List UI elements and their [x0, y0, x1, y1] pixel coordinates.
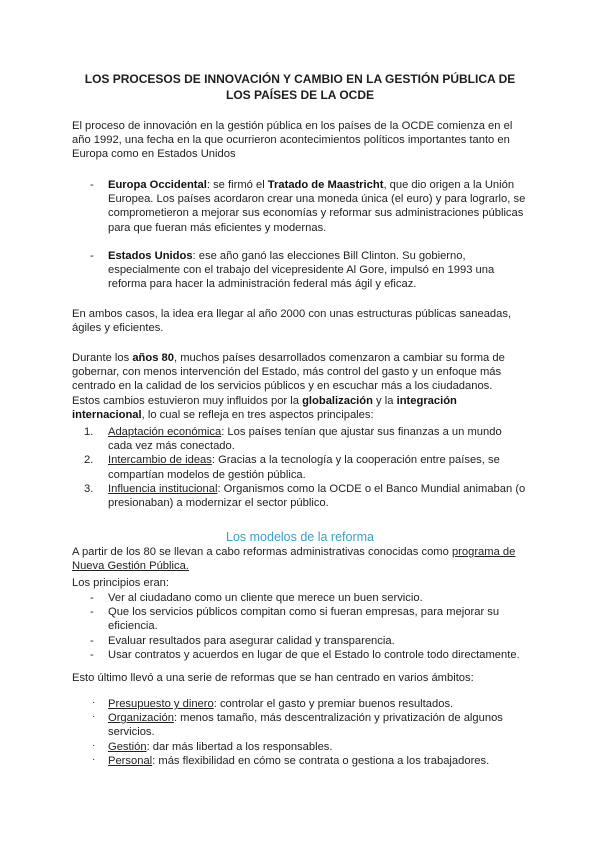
- para3-text-5: , lo cual se refleja en tres aspectos principales:: [141, 408, 374, 421]
- list-number: 1.: [84, 426, 94, 438]
- anos-80-label: años 80: [132, 352, 174, 364]
- list-marker: -: [90, 179, 94, 191]
- region-list: [72, 178, 528, 291]
- paragraph-nueva-gestion: [72, 545, 528, 573]
- list-item-principle-3: [72, 634, 528, 648]
- list-item-principle-1: [72, 591, 528, 605]
- list-item-area-3: [72, 740, 528, 754]
- aspect-1-label: Adaptación económica: [108, 426, 222, 438]
- list-marker: -: [90, 606, 94, 619]
- list-item-europa: [72, 178, 528, 235]
- list-marker: -: [90, 648, 94, 661]
- list-item-area-2: [72, 711, 528, 739]
- area-2-text: : menos tamaño, más descentralización y privatización de algunos servicios.: [108, 712, 503, 739]
- list-item-aspect-2: [72, 453, 528, 481]
- list-item-principle-4: [72, 648, 528, 662]
- aspect-2-text: : Gracias a la tecnología y la cooperación entre países, se compartían modelos de gestión pública.: [108, 454, 500, 481]
- eeuu-text: : ese año ganó las elecciones Bill Clinton. Su gobierno, especialmente con el trabajo del vicepresidente Al Gore, impulsó en 1993 una reforma para hacer la administración federal más ágil y eficaz.: [108, 249, 495, 291]
- europa-text-1: : se firmó el: [206, 179, 268, 191]
- principles-intro: Los principios eran:: [72, 577, 170, 589]
- eeuu-label: Estados Unidos: [108, 249, 193, 262]
- list-number: 3.: [84, 482, 94, 495]
- list-marker: ·: [92, 711, 96, 723]
- principles-list: [72, 591, 528, 662]
- title-line-1: LOS PROCESOS DE INNOVACIÓN Y CAMBIO EN LA GESTIÓN PÚBLICA DE: [84, 72, 516, 86]
- maastricht-label: Tratado de Maastricht: [267, 179, 384, 191]
- paragraph-esto-ultimo: Esto último llevó a una serie de reformas que se han centrado en varios ámbitos:: [72, 672, 474, 684]
- para3-text-2: , muchos países desarrollados comenzaron a cambiar su forma de gobernar, con menos intervención del Estado, más control del gasto y un enfoque más centrado en la calidad de los servicios públicos y en escuchar más a los ciudadanos.: [72, 352, 505, 393]
- principle-3-text: Evaluar resultados para asegurar calidad y transparencia.: [108, 634, 395, 647]
- paragraph-ambos-casos: En ambos casos, la idea era llegar al año 2000 con unas estructuras públicas saneadas, ágiles y eficientes.: [72, 308, 512, 335]
- section-heading: Los modelos de la reforma: [226, 530, 374, 544]
- list-marker: -: [90, 592, 94, 604]
- globalizacion-label: globalización: [302, 394, 373, 407]
- areas-list: [72, 697, 528, 768]
- para3-text-3: Estos cambios estuvieron muy influidos por la: [72, 394, 303, 407]
- aspect-2-label: Intercambio de ideas: [108, 454, 212, 467]
- aspect-3-label: Influencia institucional: [108, 482, 218, 495]
- para3-text-1: Durante los: [72, 352, 133, 364]
- para3-text-4: y la: [372, 394, 397, 407]
- area-1-label: Presupuesto y dinero: [108, 698, 214, 710]
- list-item-eeuu: [72, 249, 528, 292]
- principle-1-text: Ver al ciudadano como un cliente que merece un buen servicio.: [108, 592, 423, 604]
- integracion-label: integración internacional: [72, 394, 457, 421]
- area-4-label: Personal: [108, 754, 153, 767]
- para4-text: A partir de los 80 se llevan a cabo reformas administrativas conocidas como: [72, 546, 452, 558]
- aspects-list: [72, 425, 528, 510]
- list-marker: -: [90, 634, 94, 647]
- document-title: [72, 71, 528, 103]
- list-item-area-1: [72, 697, 528, 711]
- area-3-text: : dar más libertad a los responsables.: [146, 740, 333, 753]
- europa-label: Europa Occidental: [108, 179, 207, 191]
- list-item-principle-2: [72, 605, 528, 633]
- list-item-area-4: [72, 754, 528, 768]
- list-item-aspect-1: [72, 425, 528, 453]
- principle-2-text: Que los servicios públicos compitan como si fueran empresas, para mejorar su eficiencia.: [108, 606, 500, 633]
- intro-paragraph: El proceso de innovación en la gestión pública en los países de la OCDE comienza en el año 1992, una fecha en la que ocurrieron acontecimientos políticos importantes tanto en Europa como en Estados Unidos: [72, 120, 513, 161]
- europa-text-2: , que dio origen a la Unión Europea. Los países acordaron crear una moneda única (el euro) y para lograrlo, se comprometieron a mejorar sus economías y reformar sus administraciones públicas para que fueran más eficientes y modernas.: [108, 179, 526, 234]
- list-marker: ·: [92, 753, 96, 765]
- list-number: 2.: [84, 454, 94, 467]
- list-marker: ·: [92, 739, 96, 751]
- title-line-2: LOS PAÍSES DE LA OCDE: [225, 88, 375, 102]
- area-1-text: : controlar el gasto y premiar buenos resultados.: [213, 698, 454, 710]
- aspect-3-text: : Organismos como la OCDE o el Banco Mundial animaban (o presionaban) a modernizar el sector público.: [108, 482, 526, 510]
- area-2-label: Organización: [108, 712, 174, 725]
- nueva-gestion-link-text: programa de Nueva Gestión Pública.: [72, 546, 516, 573]
- aspect-1-text: : Los países tenían que ajustar sus finanzas a un mundo cada vez más conectado.: [108, 426, 502, 453]
- paragraph-anos-80: [72, 351, 528, 422]
- area-3-label: Gestión: [108, 740, 147, 753]
- area-4-text: : más flexibilidad en cómo se contrata o gestiona a los trabajadores.: [152, 754, 490, 767]
- list-item-aspect-3: [72, 482, 528, 510]
- list-marker: ·: [92, 697, 96, 708]
- list-marker: -: [90, 249, 94, 262]
- principle-4-text: Usar contratos y acuerdos en lugar de que el Estado lo controle todo directamente.: [108, 648, 520, 661]
